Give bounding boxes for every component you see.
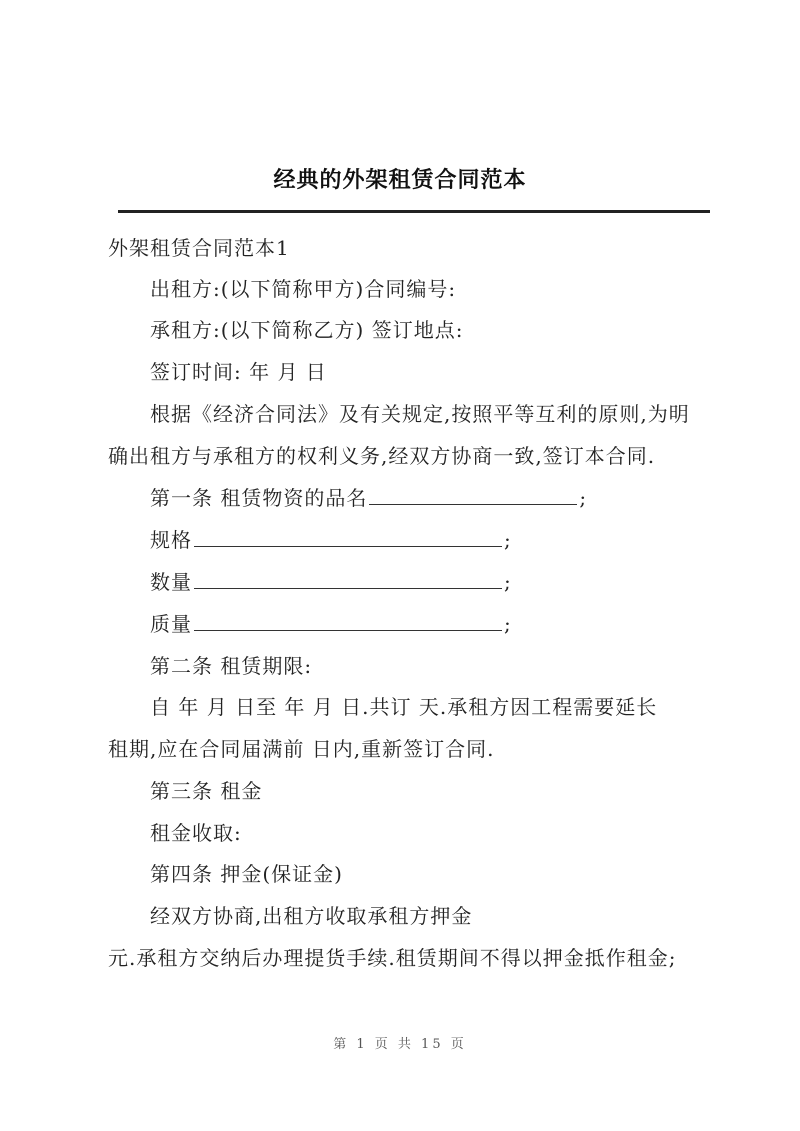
preamble-line-1: 根据《经济合同法》及有关规定,按照平等互利的原则,为明: [150, 402, 690, 426]
deposit-line-2: 元.承租方交纳后办理提货手续.租赁期间不得以押金抵作租金;: [108, 946, 677, 970]
quantity-blank[interactable]: [194, 570, 502, 589]
lessee-line: 承租方:(以下简称乙方) 签订地点:: [150, 318, 464, 342]
quantity-line: [150, 570, 512, 594]
period-line-1: 自 年 月 日至 年 月 日.共订 天.承租方因工程需要延长: [150, 695, 658, 719]
quantity-label: 数量: [150, 570, 192, 594]
signing-time-line: 签订时间: 年 月 日: [150, 360, 327, 384]
item-name-blank[interactable]: [369, 486, 577, 505]
article-1-end: ;: [579, 486, 588, 510]
article-2-heading: 第二条 租赁期限:: [150, 654, 313, 678]
quality-end: ;: [504, 612, 512, 636]
period-line-2: 租期,应在合同届满前 日内,重新签订合同.: [108, 737, 495, 761]
quality-line: [150, 612, 512, 636]
spec-blank[interactable]: [194, 528, 502, 547]
article-1-line: [150, 486, 587, 510]
page-number: 第 1 页 共 15 页: [333, 1037, 467, 1052]
preamble-line-2: 确出租方与承租方的权利义务,经双方协商一致,签订本合同.: [108, 444, 656, 468]
spec-label: 规格: [150, 528, 192, 552]
lessor-line: 出租方:(以下简称甲方)合同编号:: [150, 277, 457, 301]
article-3-heading: 第三条 租金: [150, 779, 263, 803]
article-1-heading: 第一条 租赁物资的品名: [150, 486, 368, 510]
rent-collect-line: 租金收取:: [150, 821, 242, 845]
article-4-heading: 第四条 押金(保证金): [150, 862, 343, 886]
spec-line: [150, 528, 512, 552]
quality-blank[interactable]: [194, 612, 502, 631]
title-divider: [118, 210, 710, 213]
spec-end: ;: [504, 528, 512, 552]
section-heading: 外架租赁合同范本1: [108, 236, 290, 260]
deposit-line-1: 经双方协商,出租方收取承租方押金: [150, 904, 473, 928]
document-title: 经典的外架租赁合同范本: [273, 168, 527, 193]
quality-label: 质量: [150, 612, 192, 636]
quantity-end: ;: [504, 570, 512, 594]
